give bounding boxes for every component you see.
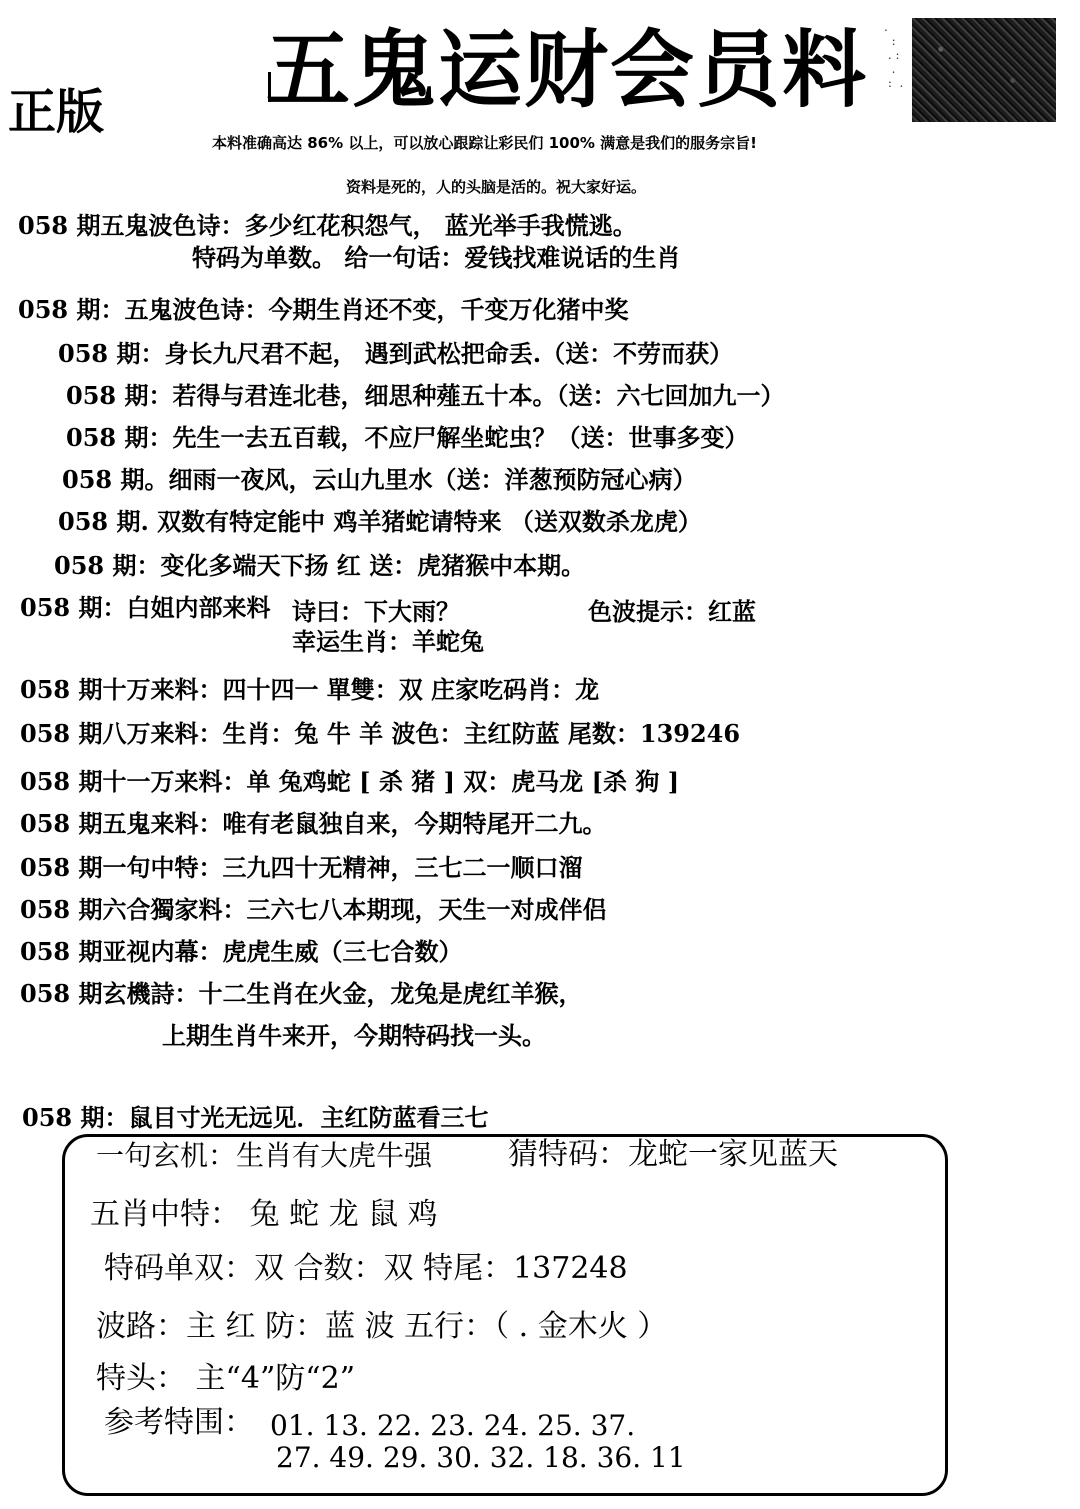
- line-80k-source: 058 期八万来料：生肖：兔 牛 羊 波色：主红防蓝 尾数：139246: [20, 719, 741, 748]
- box-wave-path: 波路：主 红 防：蓝 波 五行：（ . 金木火 ）: [96, 1309, 668, 1344]
- line-rat-eye: 058 期：鼠目寸光无远见．主红防蓝看三七: [22, 1103, 489, 1132]
- genuine-stamp: 正版: [8, 84, 105, 140]
- line-baijie-source: 058 期：白姐内部来料: [20, 593, 271, 622]
- box-reference-row2: 27. 49. 29. 30. 32. 18. 36. 11: [276, 1441, 686, 1474]
- line-riddle-1: 058 期：身长九尺君不起， 遇到武松把命丢.（送：不劳而获）: [58, 339, 734, 368]
- box-special-head: 特头： 主“4”防“2”: [96, 1361, 356, 1396]
- line-riddle-6: 058 期：变化多端天下扬 红 送：虎猪猴中本期。: [54, 551, 586, 580]
- line-100k-source: 058 期十万来料：四十四一 單雙：双 庄家吃码肖：龙: [20, 675, 600, 704]
- line-atv-inside: 058 期亚视内幕：虎虎生威（三七合数）: [20, 937, 463, 966]
- qr-speckle: . : . : . : .: [884, 20, 904, 90]
- line-hint-sentence: 特码为单数。 给一句话：爱钱找难说话的生肖: [192, 243, 681, 272]
- line-110k-source: 058 期十一万来料：单 兔鸡蛇 [ 杀 猪 ] 双：虎马龙 [杀 狗 ]: [20, 767, 680, 796]
- line-riddle-3: 058 期：先生一去五百载，不应尸解坐蛇虫？（送：世事多变）: [66, 423, 749, 452]
- line-wave-poem: 058 期五鬼波色诗：多少红花积怨气， 蓝光举手我慌逃。: [18, 211, 637, 240]
- line-poem-says: 诗曰：下大雨？: [292, 597, 460, 626]
- page-title: 五鬼运财会员料: [266, 20, 869, 119]
- box-reference-label: 参考特围：: [104, 1405, 254, 1440]
- line-wave-poem-2: 058 期：五鬼波色诗：今期生肖还不变，千变万化猪中奖: [18, 295, 629, 324]
- box-guess-code: 猜特码：龙蛇一家见蓝天: [508, 1137, 838, 1172]
- line-wugui-source: 058 期五鬼来料：唯有老鼠独自来，今期特尾开二九。: [20, 809, 607, 838]
- line-color-hint: 色波提示：红蓝: [588, 597, 756, 626]
- line-one-sentence: 058 期一句中特：三九四十无精神，三七二一顺口溜: [20, 853, 583, 882]
- line-riddle-5: 058 期. 双数有特定能中 鸡羊猪蛇请特来 （送双数杀龙虎）: [58, 507, 702, 536]
- line-liuhe-exclusive: 058 期六合獨家料：三六七八本期现，天生一对成伴侣: [20, 895, 607, 924]
- box-five-zodiac: 五肖中特： 兔 蛇 龙 鼠 鸡: [90, 1197, 438, 1232]
- slogan-accuracy: 本料准确高达 86% 以上，可以放心跟踪让彩民们 100% 满意是我们的服务宗旨!: [212, 134, 757, 152]
- slogan-luck: 资料是死的，人的头脑是活的。祝大家好运。: [346, 178, 647, 196]
- box-riddle: 一句玄机：生肖有大虎牛强: [96, 1139, 433, 1172]
- box-odd-even: 特码单双：双 合数：双 特尾：137248: [104, 1251, 628, 1286]
- line-lucky-zodiac: 幸运生肖：羊蛇兔: [292, 627, 484, 656]
- line-mystery-poem-1: 058 期玄機詩：十二生肖在火金，龙兔是虎红羊猴，: [20, 979, 583, 1008]
- line-riddle-2: 058 期：若得与君连北巷，细思种薤五十本。（送：六七回加九一）: [66, 381, 785, 410]
- box-reference-row1: 01. 13. 22. 23. 24. 25. 37.: [270, 1409, 636, 1442]
- line-riddle-4: 058 期。细雨一夜风，云山九里水（送：洋葱预防冠心病）: [62, 465, 697, 494]
- line-mystery-poem-2: 上期生肖牛来开，今期特码找一头。: [162, 1021, 546, 1050]
- qr-code-image: [912, 18, 1056, 122]
